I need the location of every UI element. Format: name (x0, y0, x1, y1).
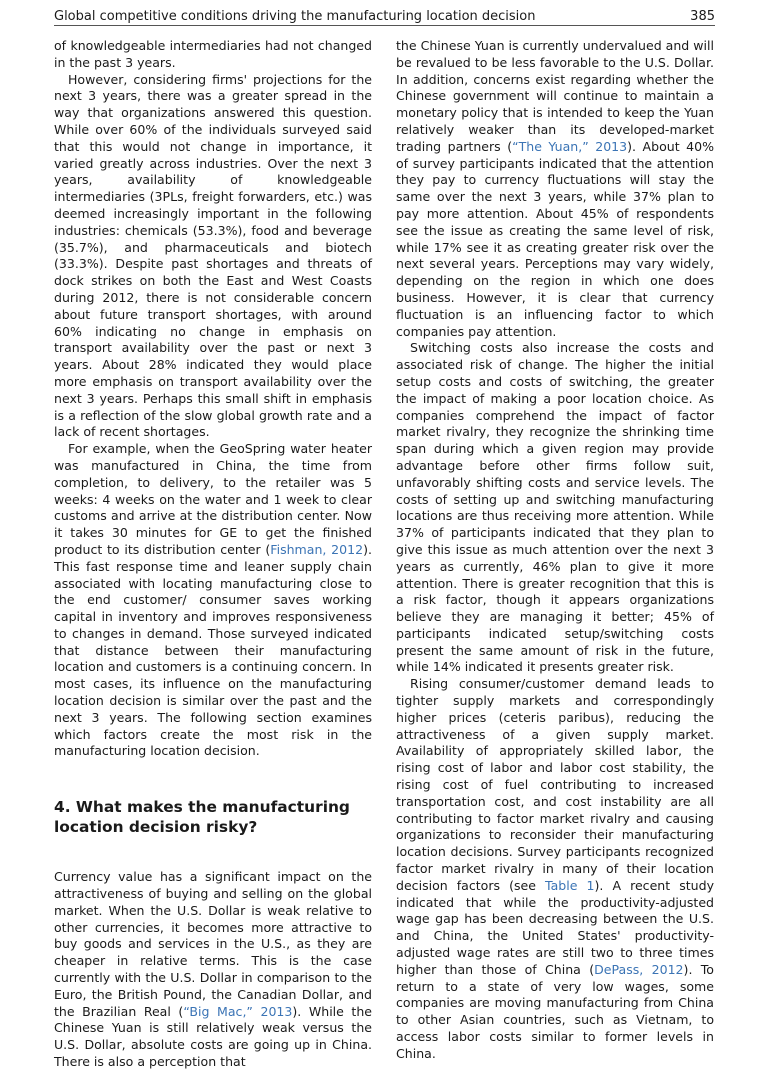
paragraph (54, 441, 372, 760)
text-run: Rising consumer/customer demand leads to tighter supply markets and correspondingly higher prices (ceteris paribus), reducing the attractiveness of a given supply market. Availability of appropriately skilled labor, the rising cost of labor and labor cost stability, the rising cost of fuel contributing to increased transportation cost, and cost instability are all contributing to factor market rivalry and causing organizations to reconsider their manufacturing location decisions. Survey participants recognized factor market rivalry in many of their location decision factors (see (396, 676, 714, 893)
section-heading: 4. What makes the manufacturing location decision risky? (54, 798, 350, 837)
paragraph: Switching costs also increase the costs and associated risk of change. The higher the initial setup costs and costs of switching, the greater the impact of making a poor location choice. As companies comprehend the impact of factor market rivalry, they recognize the shrinking time span during which a given region may provide advantage before other firms follow suit, unfavorably shifting costs and service levels. The costs of setting up and switching manufacturing locations are thus receiving more attention. While 37% of participants indicated that they plan to give this issue as much attention over the next 3 years as currently, 46% plan to give it more attention. There is greater recognition that this is a risk factor, though it appears organizations believe they are managing it better; 45% of participants indicated setup/switching costs present the same amount of risk in the future, while 14% indicated it presents greater risk. (396, 340, 714, 675)
table-reference-link[interactable]: Table 1 (545, 877, 595, 893)
text-run: ). A recent study indicated that while the productivity-adjusted wage gap has been decreasing between the U.S. and China, the United States' productivity-adjusted wage rates are still two to three times higher than those of China ( (396, 877, 715, 977)
text-run: ). While the Chinese Yuan is still relatively weak versus the U.S. Dollar, absolute costs are going up in China. There is also a perception that (54, 1003, 373, 1070)
text-run: ). About 40% of survey participants indicated that the attention they pay to currency fluctuations will stay the same over the next 3 years, while 37% plan to pay more attention. About 45% of respondents see the issue as creating the same level of risk, while 17% see it as creating greater risk over the next several years. Perceptions may vary widely, depending on the region in which one does business. However, it is clear that currency fluctuation is an influencing factor to which companies pay attention. (396, 138, 714, 339)
paragraph: of knowledgeable intermediaries had not changed in the past 3 years. (54, 38, 372, 70)
right-column (396, 38, 714, 1063)
citation-link[interactable]: DePass, 2012 (594, 961, 684, 977)
paragraph: However, considering firms' projections for the next 3 years, there was a greater spread in the way that organizations answered this question. While over 60% of the individuals surveyed said that this would not change in importance, it varied greatly across industries. Over the next 3 years, availability of knowledgeable intermediaries (3PLs, freight forwarders, etc.) was deemed increasingly important in the following industries: chemicals (53.3%), food and beverage (35.7%), and pharmaceuticals and biotech (33.3%). Despite past shortages and threats of dock strikes on both the East and West Coasts during 2012, there is not considerable concern about future transport shortages, with around 60% indicating no change in emphasis on transport availability over the past or next 3 years. About 28% indicated they would place more emphasis on transport availability over the next 3 years. Perhaps this small shift in emphasis is a reflection of the slow global growth rate and a lack of recent shortages. (54, 71, 372, 440)
paragraph (396, 676, 714, 1062)
running-title: Global competitive conditions driving the manufacturing location decision (54, 9, 536, 24)
left-column (54, 38, 372, 1071)
citation-link[interactable]: Fishman, 2012 (270, 541, 364, 557)
text-run: Currency value has a significant impact on the attractiveness of buying and selling on the global market. When the U.S. Dollar is weak relative to other currencies, it becomes more attractive to buy goods and services in the U.S., as they are cheaper in relative terms. This is the case currently with the U.S. Dollar in comparison to the Euro, the British Pound, the Canadian Dollar, and the Brazilian Real ( (54, 869, 372, 1019)
citation-link[interactable]: “Big Mac,” 2013 (183, 1003, 293, 1019)
text-run: For example, when the GeoSpring water heater was manufactured in China, the time from completion, to delivery, to the retailer was 5 weeks: 4 weeks on the water and 1 week to clear customs and arrive at the distribution center. Now it takes 30 minutes for GE to get the finished product to its distribution center ( (54, 441, 372, 557)
running-header (54, 6, 715, 26)
paragraph (54, 869, 372, 1071)
paragraph (396, 38, 714, 340)
text-run: ). To return to a state of very low wages, some companies are moving manufacturing from China to other Asian countries, such as Vietnam, to access labor costs similar to former levels in China. (396, 961, 714, 1061)
text-run: the Chinese Yuan is currently undervalued and will be revalued to be less favorable to the U.S. Dollar. In addition, concerns exist regarding whether the Chinese government will continue to maintain a monetary policy that is intended to keep the Yuan relatively weaker than its developed-market trading partners ( (396, 38, 714, 154)
page-number: 385 (690, 9, 715, 24)
citation-link[interactable]: “The Yuan,” 2013 (512, 138, 628, 154)
text-run: ). This fast response time and leaner supply chain associated with locating manufacturing close to the end customer/ consumer saves working capital in inventory and improves responsiveness to changes in demand. Those surveyed indicated that distance between their manufacturing location and customers is a continuing concern. In most cases, its influence on the manufacturing location decision is similar over the past and the next 3 years. The following section examines which factors create the most risk in the manufacturing location decision. (54, 541, 372, 759)
